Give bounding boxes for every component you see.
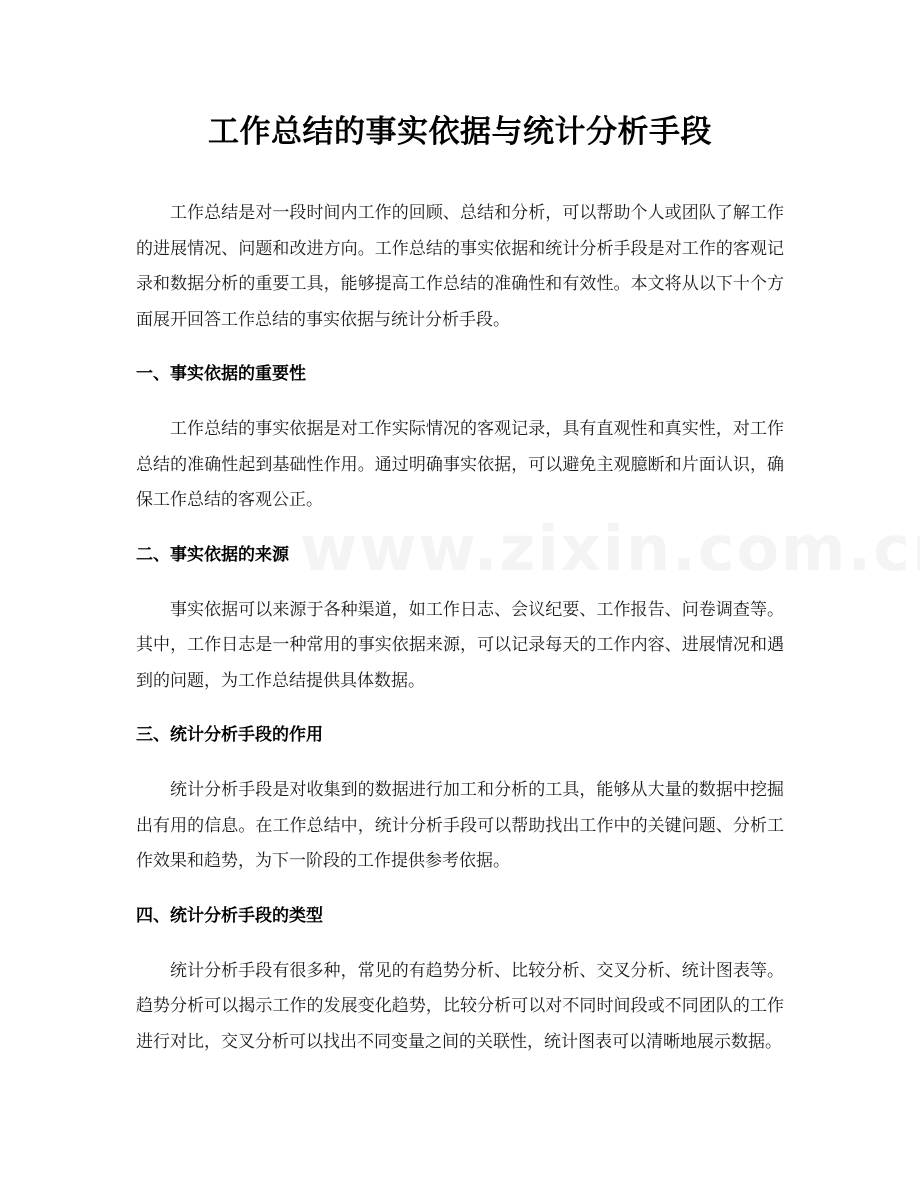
section-heading: 四、统计分析手段的类型 [136, 905, 323, 926]
section-4 [136, 902, 784, 1061]
section-body: 工作总结的事实依据是对工作实际情况的客观记录，具有直观性和真实性，对工作总结的准确性起到基础性作用。通过明确事实依据，可以避免主观臆断和片面认识，确保工作总结的客观公正。 [136, 419, 784, 510]
section-2 [136, 541, 784, 700]
intro-paragraph: 工作总结是对一段时间内工作的回顾、总结和分析，可以帮助个人或团队了解工作的进展情况、问题和改进方向。工作总结的事实依据和统计分析手段是对工作的客观记录和数据分析的重要工具，能够提高工作总结的准确性和有效性。本文将从以下十个方面展开回答工作总结的事实依据与统计分析手段。 [136, 203, 784, 330]
section-heading: 三、统计分析手段的作用 [136, 725, 323, 745]
section-body: 事实依据可以来源于各种渠道，如工作日志、会议纪要、工作报告、问卷调查等。其中，工作日志是一种常用的事实依据来源，可以记录每天的工作内容、进展情况和遇到的问题，为工作总结提供具体数据。 [136, 599, 784, 691]
section-heading: 二、事实依据的来源 [136, 544, 289, 565]
document-title: 工作总结的事实依据与统计分析手段 [208, 114, 712, 150]
section-body: 统计分析手段有很多种，常见的有趋势分析、比较分析、交叉分析、统计图表等。趋势分析可以揭示工作的发展变化趋势，比较分析可以对不同时间段或不同团队的工作进行对比，交叉分析可以找出不同变量之间的关联性，统计图表可以清晰地展示数据。 [136, 960, 784, 1052]
section-3 [136, 721, 784, 880]
section-heading: 一、事实依据的重要性 [136, 364, 306, 384]
section-1 [136, 360, 784, 519]
section-body: 统计分析手段是对收集到的数据进行加工和分析的工具，能够从大量的数据中挖掘出有用的信息。在工作总结中，统计分析手段可以帮助找出工作中的关键问题、分析工作效果和趋势，为下一阶段的工作提供参考依据。 [136, 780, 784, 871]
